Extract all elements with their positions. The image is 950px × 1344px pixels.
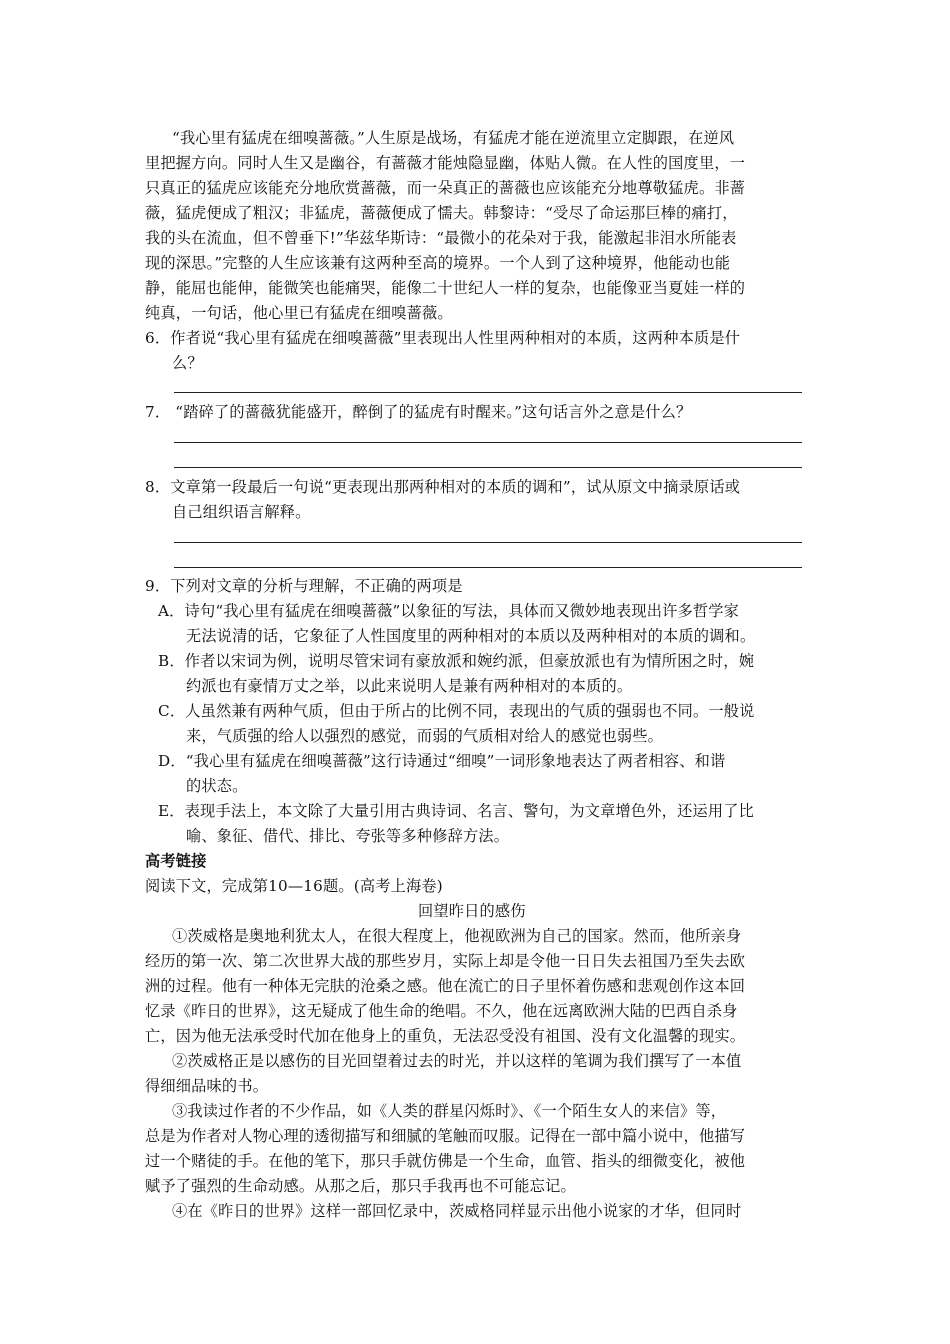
article-p1-line5: 亡，因为他无法承受时代加在他身上的重负，无法忍受没有祖国、没有文化温馨的现实。 <box>145 1027 746 1045</box>
article-p4-line1: ④在《昨日的世界》这样一部回忆录中，茨威格同样显示出他小说家的才华，但同时 <box>172 1202 742 1220</box>
answer-line <box>174 442 802 443</box>
para1-line8: 纯真，一句话，他心里已有猛虎在细嗅蔷薇。 <box>145 304 453 322</box>
answer-line <box>174 542 802 543</box>
article-p3-line2: 总是为作者对人物心理的透彻描写和细腻的笔触而叹服。记得在一部中篇小说中，他描写 <box>145 1127 746 1145</box>
q7-line1: 7． “踏碎了的蔷薇犹能盛开，醉倒了的猛虎有时醒来。”这句话言外之意是什么？ <box>145 403 692 421</box>
q6-line2: 么？ <box>172 354 203 372</box>
q8-line2: 自己组织语言解释。 <box>172 503 311 521</box>
article-p3-line4: 赋予了强烈的生命动感。从那之后，那只手我再也不可能忘记。 <box>145 1177 576 1195</box>
article-p1-line4: 忆录《昨日的世界》，这无疑成了他生命的绝唱。不久，他在远离欧洲大陆的巴西自杀身 <box>145 1002 738 1020</box>
answer-line <box>174 392 802 393</box>
article-p1-line3: 洲的过程。他有一种体无完肤的沧桑之感。他在流亡的日子里怀着伤感和悲观创作这本回 <box>145 977 746 995</box>
q6-line1: 6．作者说“我心里有猛虎在细嗅蔷薇”里表现出人性里两种相对的本质，这两种本质是什 <box>145 329 741 347</box>
answer-line <box>174 567 802 568</box>
q9-option-a-line2: 无法说清的话，它象征了人性国度里的两种相对的本质以及两种相对的本质的调和。 <box>186 627 756 645</box>
q9-option-d-line1: D．“我心里有猛虎在细嗅蔷薇”这行诗通过“细嗅”一词形象地表达了两者相容、和谐 <box>158 752 726 770</box>
para1-line2: 里把握方向。同时人生又是幽谷，有蔷薇才能烛隐显幽，体贴人微。在人性的国度里，一 <box>145 154 746 172</box>
article-p2-line1: ②茨威格正是以感伤的目光回望着过去的时光，并以这样的笔调为我们撰写了一本值 <box>172 1052 742 1070</box>
q9-option-c-line1: C．人虽然兼有两种气质，但由于所占的比例不同，表现出的气质的强弱也不同。一般说 <box>158 702 755 720</box>
para1-line3: 只真正的猛虎应该能充分地欣赏蔷薇，而一朵真正的蔷薇也应该能充分地尊敬猛虎。非蔷 <box>145 179 746 197</box>
article-p3-line3: 过一个赌徒的手。在他的笔下，那只手就仿佛是一个生命，血管、指头的细微变化，被他 <box>145 1152 746 1170</box>
q8-line1: 8．文章第一段最后一句说“更表现出那两种相对的本质的调和”，试从原文中摘录原话或 <box>145 478 741 496</box>
article-p2-line2: 得细细品味的书。 <box>145 1077 269 1095</box>
para1-line1: “我心里有猛虎在细嗅蔷薇。”人生原是战场，有猛虎才能在逆流里立定脚跟，在逆风 <box>172 129 735 147</box>
para1-line4: 薇，猛虎便成了粗汉；非猛虎，蔷薇便成了懦夫。韩黎诗：“受尽了命运那巨棒的痛打， <box>145 204 738 222</box>
q9-option-e-line1: E．表现手法上，本文除了大量引用古典诗词、名言、警句，为文章增色外，还运用了比 <box>158 802 755 820</box>
q9-stem: 9．下列对文章的分析与理解，不正确的两项是 <box>145 577 463 595</box>
article-p1-line2: 经历的第一次、第二次世界大战的那些岁月，实际上却是令他一日日失去祖国乃至失去欧 <box>145 952 746 970</box>
answer-line <box>174 467 802 468</box>
q9-option-b-line1: B．作者以宋词为例，说明尽管宋词有豪放派和婉约派，但豪放派也有为情所困之时，婉 <box>158 652 755 670</box>
para1-line6: 现的深思。”完整的人生应该兼有这两种至高的境界。一个人到了这种境界，他能动也能 <box>145 254 731 272</box>
section-heading: 高考链接 <box>145 852 207 870</box>
article-p3-line1: ③我读过作者的不少作品，如《人类的群星闪烁时》、《一个陌生女人的来信》等， <box>172 1102 727 1120</box>
q9-option-c-line2: 来，气质强的给人以强烈的感觉，而弱的气质相对给人的感觉也弱些。 <box>186 727 664 745</box>
article-p1-line1: ①茨威格是奥地利犹太人，在很大程度上，他视欧洲为自己的国家。然而，他所亲身 <box>172 927 742 945</box>
q9-option-e-line2: 喻、象征、借代、排比、夸张等多种修辞方法。 <box>186 827 510 845</box>
q9-option-b-line2: 约派也有豪情万丈之举，以此来说明人是兼有两种相对的本质的。 <box>186 677 633 695</box>
q9-option-a-line1: A．诗句“我心里有猛虎在细嗅蔷薇”以象征的写法，具体而又微妙地表现出许多哲学家 <box>158 602 740 620</box>
para1-line5: 我的头在流血，但不曾垂下!”华兹华斯诗：“最微小的花朵对于我，能激起非泪水所能表 <box>145 229 737 247</box>
q9-option-d-line2: 的状态。 <box>186 777 248 795</box>
para1-line7: 静，能屈也能伸，能微笑也能痛哭，能像二十世纪人一样的复杂，也能像亚当夏娃一样的 <box>145 279 746 297</box>
article-title: 回望昨日的感伤 <box>418 902 526 920</box>
section-instruction: 阅读下文，完成第10—16题。(高考上海卷) <box>145 877 443 895</box>
